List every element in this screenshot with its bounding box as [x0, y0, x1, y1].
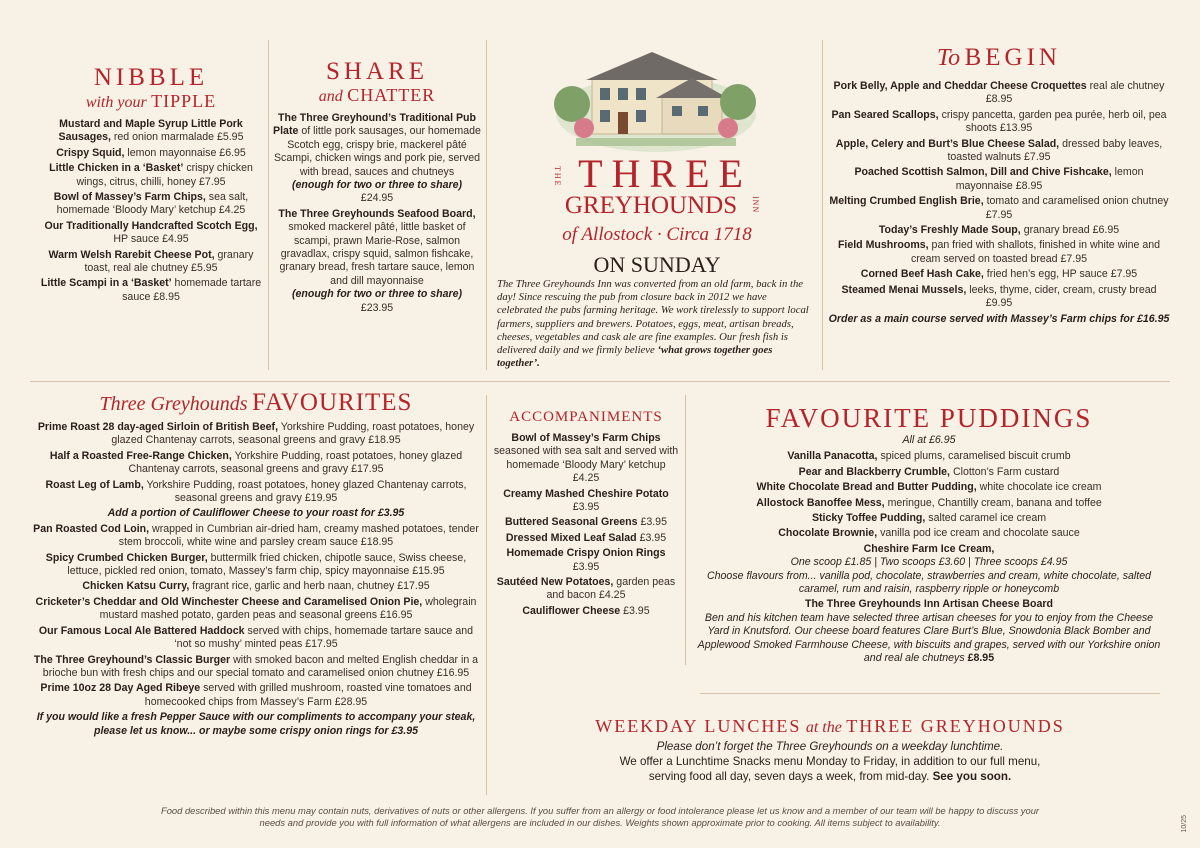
item-name: Dressed Mixed Leaf Salad: [505, 531, 637, 544]
item-name: Crispy Squid,: [56, 146, 125, 159]
item-desc: HP sauce: [113, 233, 160, 246]
favourites-section: [32, 389, 480, 740]
item-price: £8.95: [985, 93, 1013, 106]
item-price: £5.95: [191, 262, 218, 275]
item-name: Steamed Menai Mussels,: [841, 283, 967, 296]
menu-item: [492, 605, 680, 618]
item-desc: buttermilk fried chicken, chipotle sauce, Swiss cheese, lettuce, pickled red onion, tomato, Massey’s farm chip, spicy mayonnaise: [67, 551, 467, 578]
item-desc: lemon mayonnaise: [127, 146, 217, 159]
item-name: Mustard and Maple Syrup Little Pork Sausages,: [58, 118, 243, 144]
divider: [30, 381, 1170, 382]
menu-item: [828, 138, 1170, 165]
menu-item: [38, 191, 264, 218]
item-price: £5.95: [216, 131, 244, 144]
item-desc: crispy chicken wings, citrus, chilli, honey: [76, 162, 253, 188]
brand-three: THREE: [578, 151, 752, 196]
item-desc: wrapped in Cumbrian air-dried ham, creamy mashed potatoes, tender stem broccoli, white wine and parsley cream sauce: [118, 522, 479, 549]
favourites-list: [32, 421, 480, 738]
menu-item: [694, 481, 1164, 494]
begin-title-italic: To: [937, 45, 961, 71]
item-desc: leeks, thyme, cider, cream, crusty bread: [969, 283, 1157, 296]
weekday-line1: Please don’t forget the Three Greyhounds on a weekday lunchtime.: [656, 740, 1004, 753]
menu-item: [32, 654, 480, 681]
item-name: Our Famous Local Ale Battered Haddock: [38, 624, 245, 637]
item-name: The Three Greyhound’s Classic Burger: [33, 653, 231, 666]
item-name: Poached Scottish Salmon, Dill and Chive Fishcake,: [854, 166, 1112, 179]
menu-code: 10/25: [1181, 815, 1188, 833]
divider: [822, 40, 823, 370]
item-desc: dressed baby leaves, toasted walnuts: [947, 137, 1163, 164]
menu-item: [38, 220, 264, 247]
item-name: Allostock Banoffee Mess,: [756, 496, 885, 509]
accompaniments-section: [492, 409, 680, 620]
item-price: £3.95: [640, 516, 667, 529]
share-sub-italic: and: [318, 88, 343, 105]
item-desc: vanilla pod ice cream and chocolate sauce: [880, 527, 1080, 540]
item-name: Chocolate Brownie,: [778, 527, 878, 540]
item-price: £7.95: [985, 208, 1013, 221]
weekday-title-b: THREE GREYHOUNDS: [846, 716, 1065, 736]
item-name: Field Mushrooms,: [837, 239, 929, 252]
item-price: £18.95: [360, 536, 394, 549]
inn-illustration: [552, 44, 760, 152]
item-name: Cricketer’s Cheddar and Old Winchester Cheese and Caramelised Onion Pie,: [35, 595, 423, 608]
item-name: Pork Belly, Apple and Cheddar Cheese Croquettes: [833, 80, 1087, 92]
begin-list: [828, 80, 1170, 311]
intro-motto: ‘what grows together goes together’.: [497, 344, 773, 370]
item-price: £7.95: [198, 175, 226, 188]
nibble-sub-caps: TIPPLE: [151, 91, 217, 111]
item-desc: served with chips, homemade tartare sauce and ‘not so mushy’ minted peas: [174, 624, 474, 651]
begin-title: BEGIN: [964, 44, 1061, 71]
menu-item: [694, 497, 1164, 510]
item-name: Prime Roast 28 day-aged Sirloin of British Beef,: [37, 421, 279, 433]
menu-item: [828, 109, 1170, 136]
item-name: Homemade Crispy Onion Rings: [506, 547, 666, 560]
item-price: £15.95: [412, 565, 445, 578]
menu-note: Add a portion of Cauliflower Cheese to your roast for £3.95: [107, 507, 405, 520]
menu-item: [828, 195, 1170, 222]
item-name: Sticky Toffee Pudding,: [811, 512, 926, 525]
menu-item: [32, 450, 480, 477]
icecream-name: Cheshire Farm Ice Cream,: [863, 542, 995, 555]
menu-item: [32, 580, 480, 593]
brand-inn: INN: [751, 196, 760, 214]
item-price: £16.95: [379, 609, 413, 622]
weekday-title-a: WEEKDAY LUNCHES: [595, 716, 802, 736]
item-price: £4.25: [598, 589, 626, 602]
item-name: Pan Seared Scallops,: [831, 108, 939, 121]
item-name: Corned Beef Hash Cake,: [860, 268, 984, 281]
cheese-desc-text: Ben and his kitchen team have selected three artisan cheeses for you to enjoy from the Cheese Yard in Knutsford. Our cheese board features Clare Burt’s Blue, Snowdonia Black Bomber and Applewood Smoked Farmhouse Cheese, with biscuits and grapes,: [697, 611, 1154, 651]
cheese-desc-served: served with our Yorkshire onion and real ale chutneys: [863, 638, 1161, 665]
item-desc: granary toast, real ale chutney: [84, 248, 254, 275]
item-price: £3.95: [572, 501, 600, 514]
brand-location: of Allostock · Circa 1718: [562, 224, 752, 245]
item-note: (enough for two or three to share): [291, 179, 463, 192]
menu-item: [32, 682, 480, 709]
menu-item: [492, 516, 680, 529]
cheese-desc: [694, 612, 1164, 666]
menu-item: [828, 268, 1170, 281]
item-price: £19.95: [304, 492, 338, 505]
weekday-line2: [610, 754, 1050, 784]
item-desc: wholegrain mustard mashed potato, garden peas and seasonal greens: [99, 595, 477, 622]
menu-item: [32, 552, 480, 579]
item-price: £6.95: [1092, 224, 1120, 237]
item-desc: crispy pancetta, garden pea purée, herb oil, pea shoots: [941, 108, 1167, 135]
item-price: £17.95: [351, 463, 384, 476]
item-desc: spiced plums, caramelised biscuit crumb: [880, 450, 1071, 463]
item-name: The Three Greyhounds Seafood Board,: [278, 207, 476, 220]
item-price: £7.95: [1110, 268, 1138, 281]
item-name: Bowl of Massey’s Farm Chips: [511, 432, 661, 444]
menu-item: [492, 576, 680, 603]
item-price: £28.95: [334, 695, 368, 708]
item-name: Sautéed New Potatoes,: [496, 576, 614, 589]
menu-item: [32, 421, 480, 448]
puddings-list: [694, 450, 1164, 540]
share-section: [272, 58, 482, 317]
nibble-list: [38, 118, 264, 304]
item-price: £9.95: [985, 297, 1013, 310]
item-name: White Chocolate Bread and Butter Pudding,: [756, 481, 977, 494]
item-desc: Yorkshire Pudding, roast potatoes, honey glazed Chantenay carrots, seasonal greens and gravy: [146, 478, 467, 505]
share-title: SHARE: [326, 58, 428, 85]
menu-item: [38, 277, 264, 304]
favourites-title: FAVOURITES: [251, 389, 413, 416]
begin-note: Order as a main course served with Massey’s Farm chips for £16.95: [828, 312, 1170, 325]
item-name: Our Traditionally Handcrafted Scotch Egg,: [44, 219, 258, 232]
menu-item: [272, 112, 482, 206]
item-desc: of little pork sausages, our homemade Scotch egg, crispy brie, mackerel pâté Scampi, chicken wings and pork pie, served with bread, sauces and chutneys: [273, 125, 481, 178]
on-sunday-heading: ON SUNDAY: [593, 252, 721, 277]
item-desc: pan fried with shallots, finished in white wine and cream served on toasted bread: [910, 239, 1161, 265]
item-name: Bowl of Massey’s Farm Chips,: [53, 191, 206, 204]
item-price: £3.95: [572, 560, 600, 573]
item-name: Buttered Seasonal Greens: [505, 516, 638, 529]
menu-item: [694, 512, 1164, 525]
item-desc: lemon mayonnaise: [955, 166, 1144, 192]
menu-note: If you would like a fresh Pepper Sauce with our compliments to accompany your steak, please let us know... or maybe some crispy onion rings for £3.95: [36, 711, 476, 737]
divider: [268, 40, 269, 370]
item-price: £23.95: [360, 301, 394, 314]
item-desc: white chocolate ice cream: [979, 481, 1102, 494]
item-price: £7.95: [1024, 151, 1051, 164]
intro-body: The Three Greyhounds Inn was converted from an old farm, back in the day! Since rescuing the pub from closure back in 2012 we have celebrated the pubs farming heritage. We work tirelessly to support local farmers, suppliers and brewers. Potatoes, eggs, meat, artisan breads, cheeses, vegetables and cask ale are fine examples. Our fresh fish is delivered daily and we firmly believe: [497, 278, 809, 357]
menu-item: [32, 479, 480, 506]
item-name: Little Chicken in a ‘Basket’: [49, 162, 184, 175]
item-desc: garden peas and bacon: [546, 576, 676, 602]
item-desc: tomato and caramelised onion chutney: [986, 195, 1169, 208]
menu-item: [38, 118, 264, 145]
item-name: Warm Welsh Rarebit Cheese Pot,: [48, 248, 215, 261]
icecream-flavours: Choose flavours from... vanilla pod, chocolate, strawberries and cream, white chocolate, salted caramel, rum and raisin, raspberry ripple or honeycomb: [707, 569, 1151, 596]
item-price: £4.25: [218, 204, 246, 217]
cheese-price: £8.95: [967, 652, 995, 665]
item-price: £3.95: [639, 531, 667, 544]
item-price: £8.95: [1015, 179, 1043, 192]
weekday-see-you: See you soon.: [932, 770, 1012, 783]
share-sub-caps: CHATTER: [347, 85, 436, 105]
menu-item: [32, 625, 480, 652]
item-name: Melting Crumbed English Brie,: [829, 195, 984, 208]
item-name: Spicy Crumbed Chicken Burger,: [45, 551, 208, 564]
menu-item: [38, 162, 264, 189]
menu-item: [492, 532, 680, 545]
item-desc: sea salt, homemade ‘Bloody Mary’ ketchup: [56, 191, 249, 217]
item-desc: Clotton’s Farm custard: [952, 465, 1060, 478]
item-desc: seasoned with sea salt and served with homemade ‘Bloody Mary’ ketchup: [493, 445, 679, 471]
item-price: £13.95: [999, 122, 1033, 135]
menu-item: [38, 147, 264, 160]
item-price: £6.95: [219, 146, 246, 159]
item-desc: red onion marmalade: [113, 131, 214, 144]
nibble-section: [38, 64, 264, 306]
weekday-line2-text: We offer a Lunchtime Snacks menu Monday to Friday, in addition to our full menu, serving food all day, seven days a week, from mid-day.: [619, 755, 1041, 783]
item-price: £4.95: [162, 233, 189, 246]
item-name: Half a Roasted Free-Range Chicken,: [49, 449, 232, 462]
item-desc: homemade tartare sauce: [122, 277, 262, 303]
menu-item: [38, 249, 264, 276]
brand-the: THE: [553, 166, 562, 188]
brand-greyhounds: GREYHOUNDS: [564, 192, 738, 219]
divider: [700, 693, 1160, 694]
item-desc: salted caramel ice cream: [928, 512, 1047, 525]
menu-item: [32, 523, 480, 550]
item-price: £3.95: [623, 604, 650, 617]
menu-item: [694, 450, 1164, 463]
item-price: £17.95: [305, 638, 338, 651]
accompaniments-list: [492, 432, 680, 618]
menu-item: [492, 432, 680, 486]
menu-item: [32, 596, 480, 623]
item-desc: Yorkshire Pudding, roast potatoes, honey glazed Chantenay carrots, seasonal greens and gravy: [128, 449, 463, 476]
weekday-title-italic: at the: [805, 719, 842, 736]
menu-item: [828, 239, 1170, 266]
item-desc: real ale chutney: [1089, 80, 1165, 92]
menu-item: [828, 284, 1170, 311]
accompaniments-title: ACCOMPANIMENTS: [509, 409, 663, 425]
item-name: Apple, Celery and Burt’s Blue Cheese Salad,: [835, 137, 1060, 150]
nibble-sub-italic: with your: [85, 94, 147, 111]
item-name: Creamy Mashed Cheshire Potato: [503, 487, 669, 500]
divider: [486, 40, 487, 370]
share-list: [272, 112, 482, 315]
cheese-name: The Three Greyhounds Inn Artisan Cheese Board: [804, 598, 1054, 611]
menu-item: [492, 488, 680, 515]
item-name: Cauliflower Cheese: [522, 604, 621, 617]
item-desc: smoked mackerel pâté, little basket of scampi, prawn Marie-Rose, salmon gravadlax, crispy squid, salmon fishcake, granary bread, fresh tartare sauce, lemon and dill mayonnaise: [279, 221, 475, 287]
item-desc: granary bread: [1023, 224, 1090, 237]
item-price: £18.95: [368, 434, 401, 447]
favourites-title-italic: Three Greyhounds: [99, 393, 248, 415]
allergen-footer: Food described within this menu may contain nuts, derivatives of nuts or other allergens. If you suffer from an allergy or food intolerance please let us know and a member of our team will be happy to discuss your needs and provide you with full information of what allergens are included in our dishes. Weights shown approximate prior to cooking. All items subject to availability.: [160, 805, 1040, 828]
item-name: Pan Roasted Cod Loin,: [33, 522, 150, 535]
menu-item: [694, 527, 1164, 540]
item-desc: served with grilled mushroom, roasted vine tomatoes and homecooked chips from Massey’s Farm: [144, 682, 472, 708]
item-price: £4.25: [572, 472, 600, 485]
puddings-title: FAVOURITE PUDDINGS: [765, 403, 1093, 433]
menu-item: [492, 547, 680, 574]
item-name: The Three Greyhound’s Traditional Pub Plate: [273, 112, 476, 138]
menu-item: [828, 80, 1170, 107]
intro-text: [497, 278, 809, 370]
item-name: Little Scampi in a ‘Basket’: [40, 277, 172, 290]
begin-section: [828, 44, 1170, 328]
menu-item: [272, 208, 482, 315]
item-name: Chicken Katsu Curry,: [82, 580, 190, 593]
item-price: £8.95: [153, 290, 180, 303]
menu-item: [828, 224, 1170, 237]
menu-item: [694, 466, 1164, 479]
icecream-scoops: One scoop £1.85 | Two scoops £3.60 | Three scoops £4.95: [790, 556, 1068, 569]
nibble-title: NIBBLE: [93, 64, 209, 91]
item-name: Pear and Blackberry Crumble,: [798, 465, 950, 478]
item-desc: with smoked bacon and melted English cheddar in a brioche bun with fresh chips and our special tomato and caramelised onion chutney: [42, 653, 479, 679]
menu-item: [828, 166, 1170, 193]
item-name: Roast Leg of Lamb,: [45, 478, 144, 491]
item-price: £7.95: [1060, 252, 1088, 265]
weekday-section: [540, 716, 1120, 784]
item-note: (enough for two or three to share): [291, 288, 463, 301]
item-desc: fragrant rice, garlic and herb naan, chutney: [192, 580, 395, 593]
item-desc: Yorkshire Pudding, roast potatoes, honey glazed Chantenay carrots, seasonal greens and gravy: [111, 421, 475, 447]
divider: [486, 395, 487, 795]
item-name: Vanilla Panacotta,: [787, 450, 878, 463]
item-name: Today’s Freshly Made Soup,: [878, 224, 1021, 237]
icecream-item: [694, 543, 1164, 556]
cheese-item: [694, 598, 1164, 611]
item-price: £24.95: [360, 192, 394, 205]
item-desc: meringue, Chantilly cream, banana and toffee: [887, 496, 1102, 509]
divider: [685, 395, 686, 665]
item-desc: fried hen’s egg, HP sauce: [986, 268, 1108, 281]
item-name: Prime 10oz 28 Day Aged Ribeye: [40, 682, 201, 695]
puddings-subtitle: All at £6.95: [902, 434, 956, 446]
puddings-section: [694, 403, 1164, 668]
item-price: £17.95: [397, 580, 430, 593]
item-price: £16.95: [436, 666, 470, 679]
